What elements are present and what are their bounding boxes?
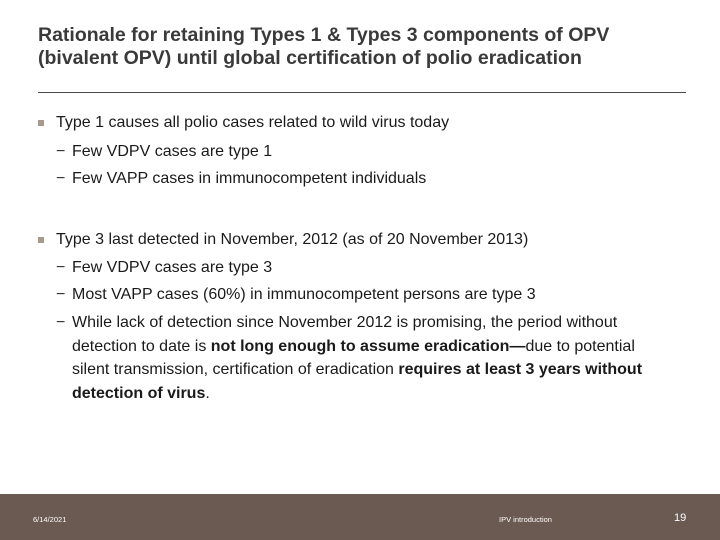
sub-bullet-text [72, 311, 676, 405]
text-run: . [205, 384, 210, 402]
bullet-1 [38, 112, 698, 134]
dash-bullet-icon: − [56, 143, 66, 160]
sub-bullet-2-3 [56, 311, 676, 405]
square-bullet-icon [38, 120, 44, 126]
dash-bullet-icon: − [56, 259, 66, 276]
sub-bullet-text: Most VAPP cases (60%) in immunocompetent persons are type 3 [72, 286, 536, 303]
dash-bullet-icon: − [56, 314, 66, 331]
sub-bullet-2-2 [56, 283, 686, 307]
emphasis-text: not long enough to assume eradication— [210, 337, 526, 355]
footer-date: 6/14/2021 [33, 515, 67, 524]
text-run: due to potential silent transmission, certification of eradication [72, 337, 635, 378]
emphasis-text: requires at least 3 years without detection of virus [72, 361, 643, 402]
sub-bullet-2-1 [56, 256, 686, 280]
dash-bullet-icon: − [56, 170, 66, 187]
sub-bullet-text: Few VDPV cases are type 3 [72, 259, 273, 276]
slide-title: Rationale for retaining Types 1 & Types 3 components of OPV (bivalent OPV) until global certification of polio eradication [38, 24, 610, 69]
dash-bullet-icon: − [56, 286, 66, 303]
footer-title: IPV introduction [499, 515, 552, 524]
bullet-2 [38, 229, 698, 251]
sub-bullet-1-1 [56, 140, 686, 164]
sub-bullet-text: Few VDPV cases are type 1 [72, 143, 273, 160]
square-bullet-icon [38, 237, 44, 243]
bullet-1-text: Type 1 causes all polio cases related to wild virus today [56, 114, 450, 131]
title-divider [38, 92, 686, 93]
text-run: While lack of detection since November 2012 is promising, the period without detection to date is [72, 314, 618, 355]
footer-bar [0, 494, 720, 540]
sub-bullet-text: Few VAPP cases in immunocompetent individuals [72, 170, 427, 187]
page-number: 19 [674, 512, 687, 524]
bullet-2-text: Type 3 last detected in November, 2012 (as of 20 November 2013) [56, 231, 529, 248]
sub-bullet-1-2 [56, 167, 686, 191]
